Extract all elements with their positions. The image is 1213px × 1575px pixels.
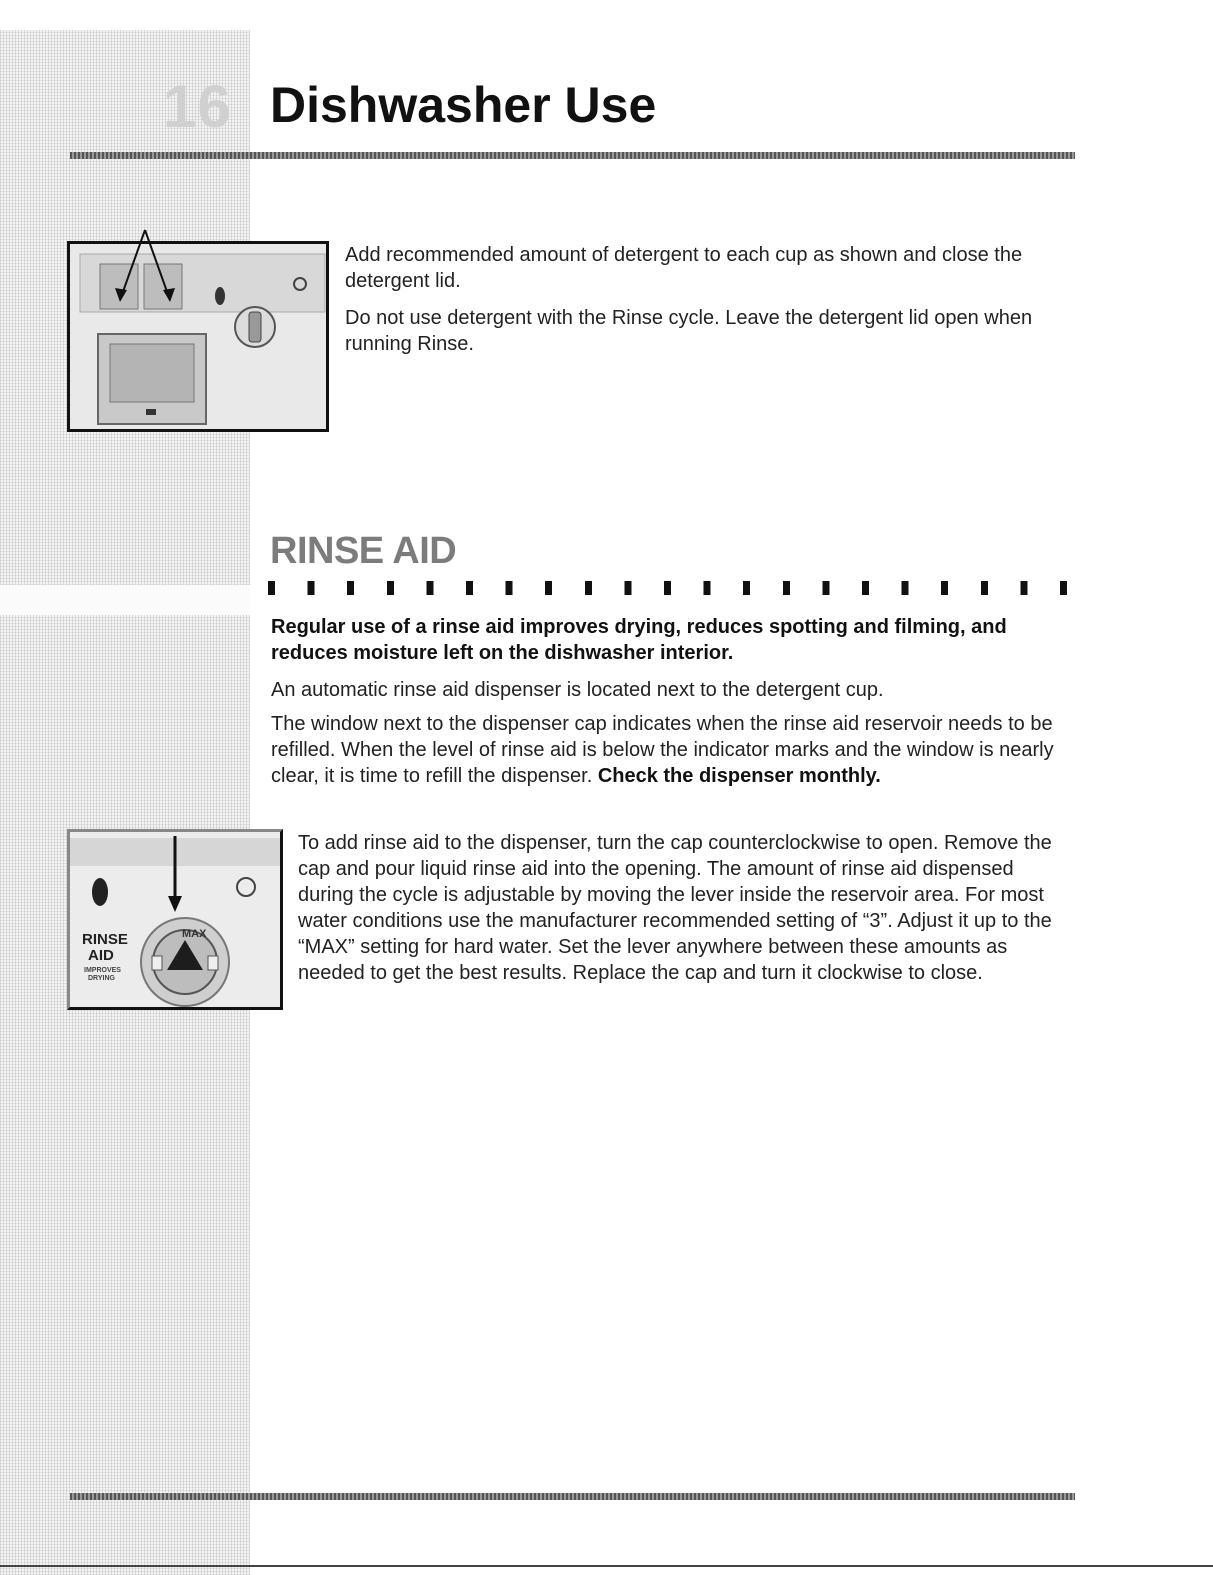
figure-label-aid: AID — [88, 947, 114, 964]
section-divider — [268, 581, 1076, 595]
arrow-down-icon — [160, 834, 200, 914]
check-monthly-emphasis: Check the dispenser monthly. — [597, 765, 881, 787]
dial-label: MAX — [182, 928, 207, 940]
figure-label-rinse: RINSE — [82, 931, 128, 948]
figure-label-drying: DRYING — [88, 975, 115, 982]
detergent-paragraph-1: Add recommended amount of detergent to each cup as shown and close the detergent lid. — [345, 244, 1023, 292]
rinse-aid-paragraph-2: The window next to the dispenser cap indicates when the rinse aid reservoir needs to be refilled. When the level of rinse aid is below the indicator marks and the window is nearly clear, it is time to refill the dispenser. Check the dispenser monthly. — [271, 713, 1054, 787]
section-title-rinse-aid: RINSE AID — [270, 530, 457, 572]
page-number: 16 — [163, 73, 232, 140]
footer-rule — [70, 1493, 1075, 1500]
figure-label-improves: IMPROVES — [84, 967, 121, 974]
header-rule — [70, 152, 1075, 159]
page-title: Dishwasher Use — [270, 77, 657, 133]
detergent-paragraph-2: Do not use detergent with the Rinse cycle. Leave the detergent lid open when running Rinse. — [345, 307, 1033, 355]
rinse-aid-paragraph-1: An automatic rinse aid dispenser is located next to the detergent cup. — [271, 679, 884, 701]
rinse-aid-lead: Regular use of a rinse aid improves drying, reduces spotting and filming, and reduces moisture left on the dishwasher interior. — [271, 616, 1007, 664]
arrow-icon — [105, 228, 225, 308]
rinse-aid-paragraph-3: To add rinse aid to the dispenser, turn the cap counterclockwise to open. Remove the cap and pour liquid rinse aid into the opening. The amount of rinse aid dispensed during the cycle is adjustable by moving the lever inside the reservoir area. For most water conditions use the manufacturer recommended setting of “3”. Adjust it up to the “MAX” setting for hard water. Set the lever anywhere between these amounts as needed to get the best results. Replace the cap and turn it clockwise to close. — [298, 832, 1052, 984]
page-edge-line — [0, 1565, 1213, 1567]
